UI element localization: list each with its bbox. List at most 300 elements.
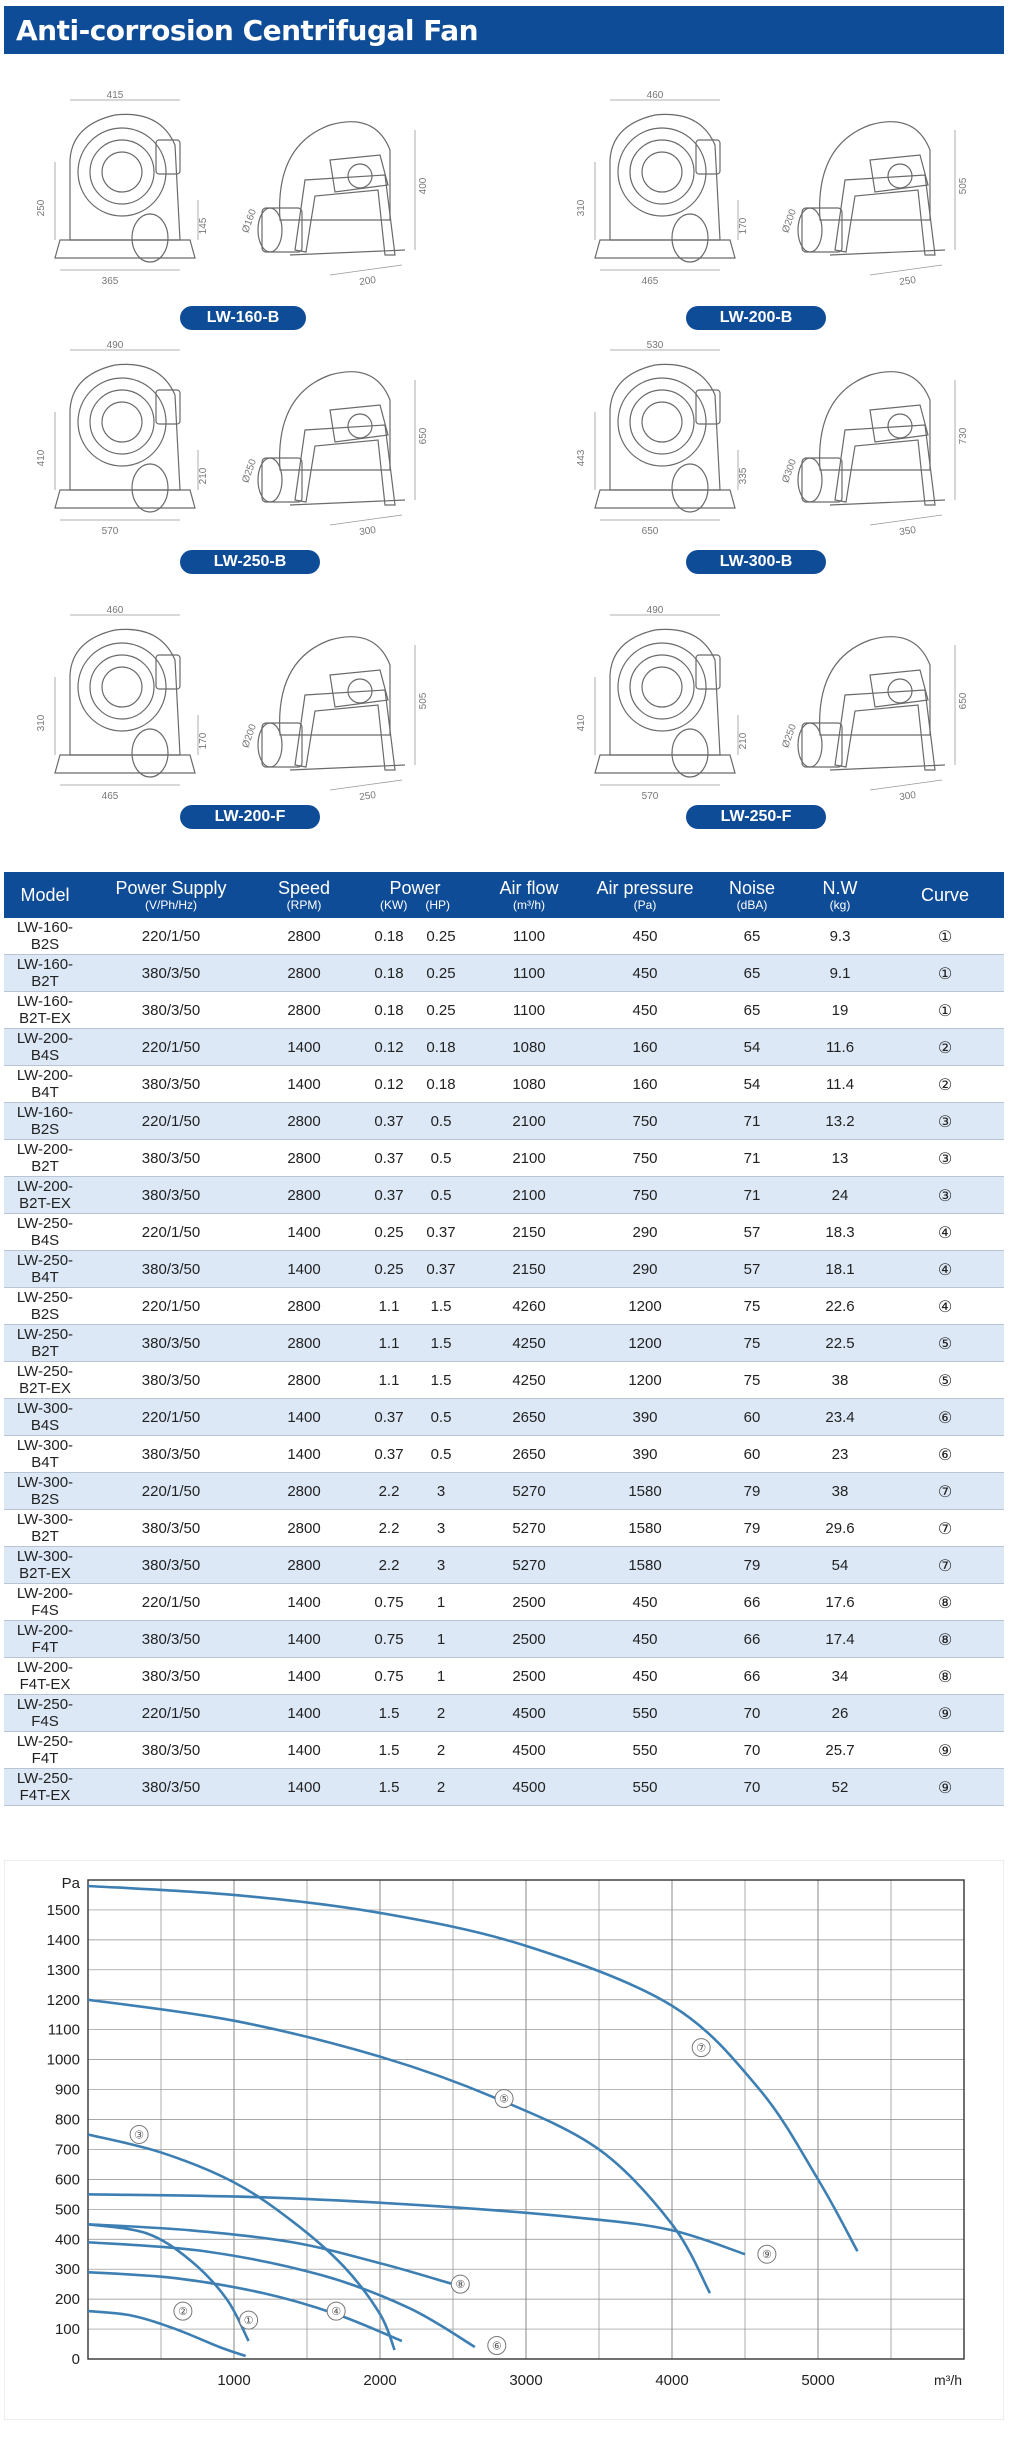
chart-frame <box>4 1860 1004 2420</box>
cell-pressure: 450 <box>580 1584 710 1621</box>
curve-number-label: ⑥ <box>491 2339 502 2353</box>
cell-power-hp: 1 <box>436 1593 446 1611</box>
cell-noise: 54 <box>710 1029 794 1066</box>
cell-model: LW-200-B2T <box>4 1140 86 1177</box>
fan-drawing-lw-250-b <box>30 340 450 540</box>
curve-number-label: ① <box>243 2314 254 2328</box>
col-noise-unit: (dBA) <box>736 898 768 912</box>
cell-speed: 1400 <box>256 1621 352 1658</box>
front-dimension-label: 310 <box>576 199 587 217</box>
cell-power-hp: 0.5 <box>430 1408 452 1426</box>
table-row <box>4 1769 1004 1806</box>
cell-power-supply: 220/1/50 <box>86 1214 256 1251</box>
side-dimension-label: 250 <box>358 789 377 804</box>
cell-power-kw: 1.5 <box>378 1704 400 1722</box>
cell-nw: 52 <box>794 1769 886 1806</box>
cell-power-kw: 1.5 <box>378 1741 400 1759</box>
cell-model: LW-300-B2S <box>4 1473 86 1510</box>
cell-nw: 17.4 <box>794 1621 886 1658</box>
col-pressure-label: Air pressure <box>596 878 694 898</box>
cell-speed: 2800 <box>256 955 352 992</box>
cell-noise: 66 <box>710 1658 794 1695</box>
cell-model: LW-250-B4T <box>4 1251 86 1288</box>
cell-model: LW-250-B4S <box>4 1214 86 1251</box>
cell-model: LW-250-B2S <box>4 1288 86 1325</box>
col-power-label: Power <box>389 878 441 898</box>
cell-power-kw: 2.2 <box>378 1519 400 1537</box>
cell-power-supply: 220/1/50 <box>86 1473 256 1510</box>
cell-power-hp: 2 <box>436 1704 446 1722</box>
y-tick-label: 1300 <box>46 1961 80 1979</box>
cell-curve: ⑥ <box>886 1436 1004 1473</box>
cell-nw: 24 <box>794 1177 886 1214</box>
cell-pressure: 550 <box>580 1695 710 1732</box>
cell-pressure: 550 <box>580 1732 710 1769</box>
y-tick-label: 300 <box>54 2261 80 2279</box>
cell-power-hp: 0.5 <box>430 1149 452 1167</box>
front-dimension-label: 410 <box>576 714 587 732</box>
col-power-supply-label: Power Supply <box>115 878 227 898</box>
cell-power <box>352 1177 478 1214</box>
cell-noise: 71 <box>710 1140 794 1177</box>
cell-power-hp: 0.18 <box>426 1038 456 1056</box>
cell-power-hp: 0.37 <box>426 1223 456 1241</box>
curve-number-label: ⑤ <box>499 2092 510 2106</box>
table-row <box>4 1547 1004 1584</box>
cell-airflow: 5270 <box>478 1547 580 1584</box>
cell-power-supply: 220/1/50 <box>86 918 256 955</box>
cell-power <box>352 1325 478 1362</box>
cell-power-hp: 3 <box>436 1482 446 1500</box>
cell-power <box>352 1473 478 1510</box>
cell-power-supply: 380/3/50 <box>86 1658 256 1695</box>
model-label-lw-250-b: LW-250-B <box>180 550 320 574</box>
cell-pressure: 290 <box>580 1251 710 1288</box>
cell-nw: 38 <box>794 1473 886 1510</box>
side-dimension-label: 250 <box>898 274 917 289</box>
cell-noise: 57 <box>710 1251 794 1288</box>
cell-airflow: 4260 <box>478 1288 580 1325</box>
spec-table-header <box>4 872 1004 918</box>
cell-model: LW-250-F4T-EX <box>4 1769 86 1806</box>
table-row <box>4 1510 1004 1547</box>
cell-power-kw: 0.25 <box>374 1260 404 1278</box>
cell-curve: ④ <box>886 1288 1004 1325</box>
cell-noise: 70 <box>710 1769 794 1806</box>
table-row <box>4 1436 1004 1473</box>
side-dimension-label: 505 <box>418 692 429 710</box>
cell-pressure: 290 <box>580 1214 710 1251</box>
front-dimension-label: 465 <box>641 276 659 287</box>
cell-power-hp: 0.25 <box>426 927 456 945</box>
cell-model: LW-300-B4T <box>4 1436 86 1473</box>
y-tick-label: 1000 <box>46 2051 80 2069</box>
cell-speed: 2800 <box>256 1362 352 1399</box>
cell-power-supply: 380/3/50 <box>86 1362 256 1399</box>
performance-chart-svg <box>4 1860 1004 2420</box>
side-dimension-label: 650 <box>958 692 969 710</box>
cell-airflow: 5270 <box>478 1473 580 1510</box>
cell-noise: 75 <box>710 1288 794 1325</box>
y-tick-label: 200 <box>54 2291 80 2309</box>
cell-speed: 1400 <box>256 1584 352 1621</box>
cell-pressure: 750 <box>580 1177 710 1214</box>
cell-power-kw: 0.37 <box>374 1186 404 1204</box>
fan-drawing-lw-200-b <box>570 90 990 290</box>
y-tick-label: 100 <box>54 2321 80 2339</box>
table-row <box>4 1103 1004 1140</box>
cell-noise: 65 <box>710 955 794 992</box>
col-noise-label: Noise <box>728 878 776 898</box>
cell-nw: 9.1 <box>794 955 886 992</box>
cell-model: LW-300-B4S <box>4 1399 86 1436</box>
y-tick-label: 800 <box>54 2111 80 2129</box>
table-row <box>4 992 1004 1029</box>
spec-table <box>4 872 1004 1806</box>
front-dimension-label: 490 <box>106 340 124 351</box>
cell-power-hp: 2 <box>436 1741 446 1759</box>
cell-speed: 2800 <box>256 992 352 1029</box>
cell-noise: 70 <box>710 1695 794 1732</box>
cell-curve: ⑨ <box>886 1695 1004 1732</box>
cell-airflow: 4250 <box>478 1325 580 1362</box>
cell-model: LW-250-B2T <box>4 1325 86 1362</box>
curve-number-label: ⑨ <box>761 2248 772 2262</box>
cell-power-hp: 0.37 <box>426 1260 456 1278</box>
cell-nw: 19 <box>794 992 886 1029</box>
col-nw <box>794 872 886 918</box>
cell-speed: 2800 <box>256 918 352 955</box>
cell-power-supply: 380/3/50 <box>86 1140 256 1177</box>
cell-nw: 34 <box>794 1658 886 1695</box>
side-dimension-label: 505 <box>958 177 969 195</box>
cell-power-kw: 0.37 <box>374 1445 404 1463</box>
front-dimension-label: 465 <box>101 791 119 802</box>
front-dimension-label: 145 <box>198 217 209 235</box>
model-label-lw-200-f: LW-200-F <box>180 805 320 829</box>
y-tick-label: 600 <box>54 2171 80 2189</box>
cell-power-supply: 380/3/50 <box>86 1510 256 1547</box>
cell-airflow: 1100 <box>478 955 580 992</box>
table-row <box>4 1140 1004 1177</box>
cell-model: LW-200-B4T <box>4 1066 86 1103</box>
cell-curve: ⑧ <box>886 1621 1004 1658</box>
cell-power <box>352 1769 478 1806</box>
cell-model: LW-160-B2S <box>4 1103 86 1140</box>
cell-power-kw: 1.1 <box>378 1371 400 1389</box>
side-dimension-label: Ø200 <box>780 207 800 235</box>
cell-power-hp: 1.5 <box>430 1371 452 1389</box>
cell-noise: 75 <box>710 1325 794 1362</box>
front-dimension-label: 415 <box>106 90 124 101</box>
col-nw-unit: (kg) <box>829 898 851 912</box>
cell-pressure: 450 <box>580 1621 710 1658</box>
cell-power <box>352 1140 478 1177</box>
front-dimension-label: 365 <box>101 276 119 287</box>
cell-power-kw: 0.18 <box>374 927 404 945</box>
table-row <box>4 1251 1004 1288</box>
cell-model: LW-200-B2T-EX <box>4 1177 86 1214</box>
front-dimension-label: 310 <box>36 714 47 732</box>
table-row <box>4 1214 1004 1251</box>
cell-noise: 71 <box>710 1103 794 1140</box>
front-dimension-label: 210 <box>738 732 749 750</box>
side-dimension-label: Ø250 <box>240 457 260 485</box>
table-row <box>4 1621 1004 1658</box>
front-dimension-label: 170 <box>198 732 209 750</box>
side-dimension-label: 300 <box>358 524 377 539</box>
cell-speed: 1400 <box>256 1658 352 1695</box>
cell-noise: 54 <box>710 1066 794 1103</box>
front-dimension-label: 410 <box>36 449 47 467</box>
col-power-kw-unit: (KW) <box>380 898 408 912</box>
front-dimension-label: 460 <box>106 605 124 616</box>
side-dimension-label: 400 <box>418 177 429 195</box>
cell-pressure: 160 <box>580 1066 710 1103</box>
cell-airflow: 2500 <box>478 1621 580 1658</box>
cell-curve: ⑥ <box>886 1399 1004 1436</box>
cell-power <box>352 1436 478 1473</box>
cell-curve: ⑨ <box>886 1732 1004 1769</box>
cell-power-kw: 0.18 <box>374 1001 404 1019</box>
cell-pressure: 550 <box>580 1769 710 1806</box>
curve-number-label: ⑦ <box>696 2041 707 2055</box>
front-dimension-label: 443 <box>576 449 587 467</box>
front-dimension-label: 530 <box>646 340 664 351</box>
y-tick-label: 900 <box>54 2081 80 2099</box>
x-axis-label: m³/h <box>934 2372 962 2388</box>
table-row <box>4 1399 1004 1436</box>
cell-nw: 23 <box>794 1436 886 1473</box>
table-row <box>4 1066 1004 1103</box>
cell-power-kw: 0.75 <box>374 1667 404 1685</box>
cell-noise: 65 <box>710 992 794 1029</box>
table-row <box>4 1584 1004 1621</box>
cell-model: LW-200-F4S <box>4 1584 86 1621</box>
col-speed-unit: (RPM) <box>286 898 322 912</box>
cell-curve: ⑦ <box>886 1510 1004 1547</box>
cell-curve: ② <box>886 1029 1004 1066</box>
cell-power-supply: 380/3/50 <box>86 1547 256 1584</box>
cell-nw: 11.6 <box>794 1029 886 1066</box>
model-drawings-gallery <box>30 60 980 850</box>
cell-curve: ③ <box>886 1177 1004 1214</box>
cell-speed: 1400 <box>256 1436 352 1473</box>
cell-power-hp: 1.5 <box>430 1334 452 1352</box>
col-power <box>352 872 478 918</box>
x-tick-label: 1000 <box>217 2372 251 2389</box>
cell-curve: ① <box>886 918 1004 955</box>
cell-airflow: 2650 <box>478 1436 580 1473</box>
cell-power <box>352 1732 478 1769</box>
cell-power-kw: 1.1 <box>378 1297 400 1315</box>
y-axis-label: Pa <box>61 1875 80 1892</box>
cell-pressure: 450 <box>580 955 710 992</box>
curve-number-label: ⑧ <box>455 2278 466 2292</box>
table-row <box>4 1658 1004 1695</box>
cell-power <box>352 1399 478 1436</box>
front-dimension-label: 250 <box>36 199 47 217</box>
table-row <box>4 1695 1004 1732</box>
cell-power <box>352 1251 478 1288</box>
cell-power <box>352 955 478 992</box>
cell-noise: 70 <box>710 1732 794 1769</box>
table-row <box>4 955 1004 992</box>
col-power-supply <box>86 872 256 918</box>
cell-pressure: 750 <box>580 1140 710 1177</box>
cell-power-kw: 0.25 <box>374 1223 404 1241</box>
cell-airflow: 1100 <box>478 992 580 1029</box>
cell-speed: 2800 <box>256 1288 352 1325</box>
cell-pressure: 1580 <box>580 1547 710 1584</box>
cell-power-hp: 0.25 <box>426 1001 456 1019</box>
col-airflow-unit: (m³/h) <box>513 898 545 912</box>
cell-airflow: 2100 <box>478 1140 580 1177</box>
side-dimension-label: 300 <box>898 789 917 804</box>
side-dimension-label: Ø200 <box>240 722 260 750</box>
col-speed-label: Speed <box>277 878 331 898</box>
y-tick-label: 1500 <box>46 1901 80 1919</box>
cell-airflow: 2500 <box>478 1584 580 1621</box>
col-airflow <box>478 872 580 918</box>
cell-speed: 1400 <box>256 1029 352 1066</box>
front-dimension-label: 170 <box>738 217 749 235</box>
cell-airflow: 2100 <box>478 1177 580 1214</box>
cell-speed: 2800 <box>256 1325 352 1362</box>
cell-nw: 25.7 <box>794 1732 886 1769</box>
cell-model: LW-250-F4S <box>4 1695 86 1732</box>
cell-power-supply: 380/3/50 <box>86 1436 256 1473</box>
cell-airflow: 1080 <box>478 1066 580 1103</box>
side-dimension-label: 730 <box>958 427 969 445</box>
cell-power-supply: 220/1/50 <box>86 1584 256 1621</box>
cell-model: LW-160-B2S <box>4 918 86 955</box>
model-label-lw-250-f: LW-250-F <box>686 805 826 829</box>
cell-power-kw: 0.37 <box>374 1149 404 1167</box>
cell-curve: ④ <box>886 1251 1004 1288</box>
cell-airflow: 1080 <box>478 1029 580 1066</box>
x-tick-label: 5000 <box>801 2372 835 2389</box>
cell-power-supply: 380/3/50 <box>86 1732 256 1769</box>
cell-speed: 2800 <box>256 1473 352 1510</box>
cell-speed: 1400 <box>256 1066 352 1103</box>
cell-power-supply: 380/3/50 <box>86 955 256 992</box>
col-model-label: Model <box>20 885 70 905</box>
cell-power-supply: 380/3/50 <box>86 1177 256 1214</box>
cell-curve: ① <box>886 992 1004 1029</box>
cell-airflow: 2500 <box>478 1658 580 1695</box>
cell-power-kw: 0.37 <box>374 1408 404 1426</box>
cell-speed: 2800 <box>256 1177 352 1214</box>
cell-power-supply: 380/3/50 <box>86 1325 256 1362</box>
cell-power-supply: 380/3/50 <box>86 1251 256 1288</box>
model-label-lw-160-b: LW-160-B <box>180 306 306 330</box>
cell-pressure: 390 <box>580 1436 710 1473</box>
front-dimension-label: 460 <box>646 90 664 101</box>
table-row <box>4 1473 1004 1510</box>
side-dimension-label: Ø250 <box>780 722 800 750</box>
cell-speed: 1400 <box>256 1732 352 1769</box>
cell-airflow: 4500 <box>478 1695 580 1732</box>
cell-airflow: 4500 <box>478 1732 580 1769</box>
cell-pressure: 1200 <box>580 1362 710 1399</box>
cell-airflow: 5270 <box>478 1510 580 1547</box>
spec-table-body <box>4 918 1004 1806</box>
cell-power <box>352 1029 478 1066</box>
cell-model: LW-160-B2T-EX <box>4 992 86 1029</box>
front-dimension-label: 490 <box>646 605 664 616</box>
cell-power-supply: 220/1/50 <box>86 1103 256 1140</box>
cell-power <box>352 918 478 955</box>
cell-power-supply: 220/1/50 <box>86 1288 256 1325</box>
cell-power-hp: 0.5 <box>430 1186 452 1204</box>
front-dimension-label: 570 <box>101 526 119 537</box>
cell-nw: 18.1 <box>794 1251 886 1288</box>
cell-model: LW-200-B4S <box>4 1029 86 1066</box>
cell-pressure: 750 <box>580 1103 710 1140</box>
cell-power <box>352 1695 478 1732</box>
col-speed <box>256 872 352 918</box>
front-dimension-label: 650 <box>641 526 659 537</box>
cell-power <box>352 1362 478 1399</box>
cell-airflow: 4250 <box>478 1362 580 1399</box>
cell-power-hp: 0.18 <box>426 1075 456 1093</box>
col-nw-label: N.W <box>822 878 858 898</box>
cell-power-kw: 0.18 <box>374 964 404 982</box>
cell-model: LW-250-B2T-EX <box>4 1362 86 1399</box>
cell-power <box>352 1584 478 1621</box>
y-tick-label: 1400 <box>46 1931 80 1949</box>
cell-power-supply: 380/3/50 <box>86 1769 256 1806</box>
cell-power-supply: 380/3/50 <box>86 992 256 1029</box>
curve-number-label: ④ <box>331 2305 342 2319</box>
front-dimension-label: 210 <box>198 467 209 485</box>
cell-speed: 1400 <box>256 1251 352 1288</box>
cell-power <box>352 1214 478 1251</box>
cell-power-kw: 0.12 <box>374 1075 404 1093</box>
cell-power-hp: 0.5 <box>430 1445 452 1463</box>
cell-curve: ② <box>886 1066 1004 1103</box>
cell-curve: ⑤ <box>886 1362 1004 1399</box>
cell-speed: 1400 <box>256 1214 352 1251</box>
cell-power-kw: 0.37 <box>374 1112 404 1130</box>
cell-power-kw: 0.75 <box>374 1593 404 1611</box>
y-tick-label: 1200 <box>46 1991 80 2009</box>
cell-power-supply: 220/1/50 <box>86 1029 256 1066</box>
cell-noise: 71 <box>710 1177 794 1214</box>
cell-airflow: 2650 <box>478 1399 580 1436</box>
table-row <box>4 1029 1004 1066</box>
cell-nw: 22.6 <box>794 1288 886 1325</box>
cell-speed: 1400 <box>256 1769 352 1806</box>
cell-power <box>352 1621 478 1658</box>
cell-noise: 60 <box>710 1436 794 1473</box>
cell-model: LW-200-F4T-EX <box>4 1658 86 1695</box>
cell-power <box>352 992 478 1029</box>
cell-nw: 11.4 <box>794 1066 886 1103</box>
cell-curve: ⑧ <box>886 1658 1004 1695</box>
cell-model: LW-160-B2T <box>4 955 86 992</box>
cell-nw: 54 <box>794 1547 886 1584</box>
cell-noise: 79 <box>710 1473 794 1510</box>
cell-curve: ⑧ <box>886 1584 1004 1621</box>
cell-model: LW-300-B2T <box>4 1510 86 1547</box>
cell-power-kw: 2.2 <box>378 1482 400 1500</box>
cell-nw: 22.5 <box>794 1325 886 1362</box>
col-power-hp-unit: (HP) <box>425 898 450 912</box>
y-tick-label: 700 <box>54 2141 80 2159</box>
cell-speed: 2800 <box>256 1103 352 1140</box>
